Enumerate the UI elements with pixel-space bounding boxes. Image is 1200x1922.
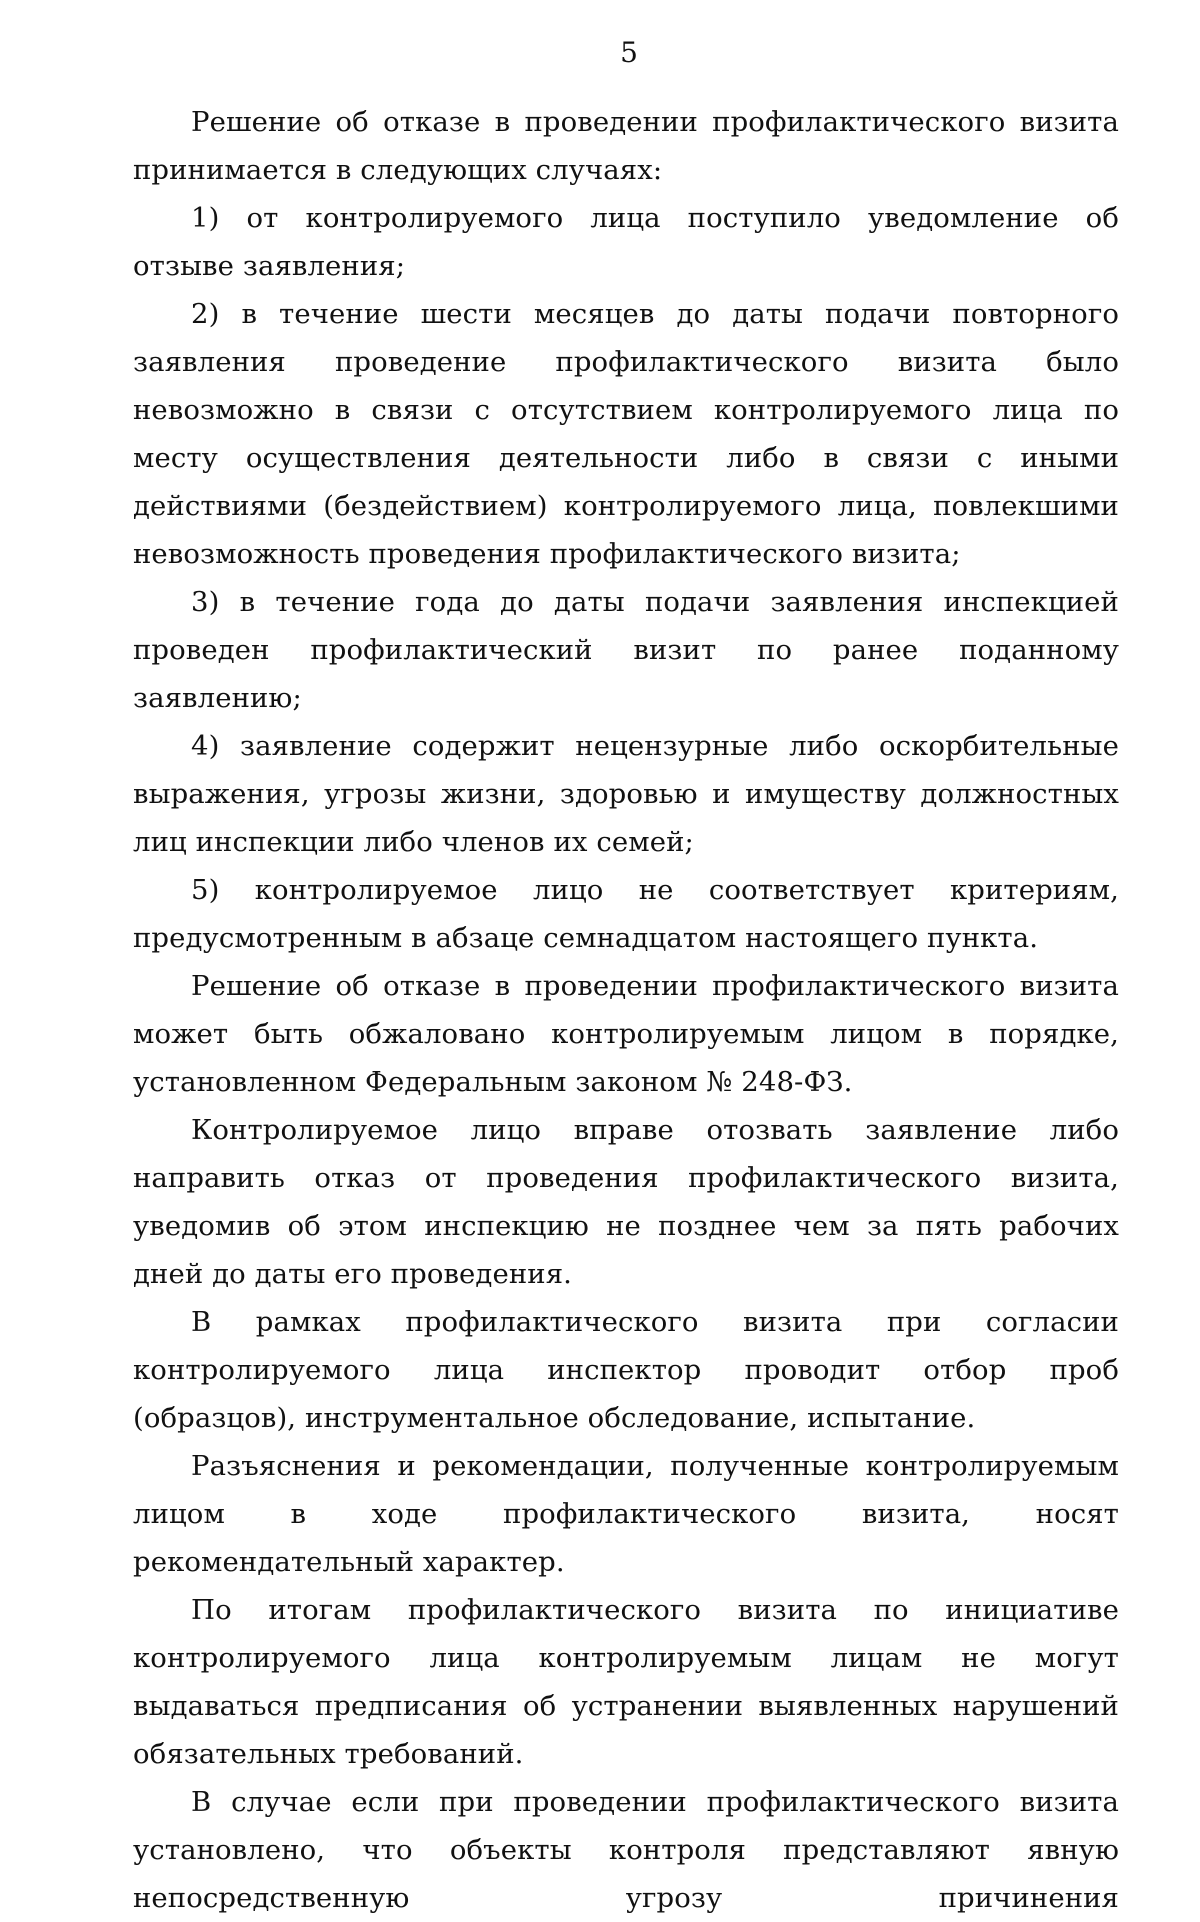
paragraph: Разъяснения и рекомендации, полученные контролируемым лицом в ходе профилактического визита, носят рекомендательный характер. bbox=[133, 1450, 1119, 1578]
list-item: 4) заявление содержит нецензурные либо оскорбительные выражения, угрозы жизни, здоровью и имуществу должностных лиц инспекции либо членов их семей; bbox=[133, 730, 1119, 858]
paragraph: По итогам профилактического визита по инициативе контролируемого лица контролируемым лицам не могут выдаваться предписания об устранении выявленных нарушений обязательных требований. bbox=[133, 1594, 1119, 1770]
list-item: 2) в течение шести месяцев до даты подачи повторного заявления проведение профилактического визита было невозможно в связи с отсутствием контролируемого лица по месту осуществления деятельности либо в связи с иными действиями (бездействием) контролируемого лица, повлекшими невозможность проведения профилактического визита; bbox=[133, 298, 1119, 570]
paragraph: В рамках профилактического визита при согласии контролируемого лица инспектор проводит отбор проб (образцов), инструментальное обследование, испытание. bbox=[133, 1306, 1119, 1434]
list-item: 3) в течение года до даты подачи заявления инспекцией проведен профилактический визит по ранее поданному заявлению; bbox=[133, 586, 1119, 714]
page-number: 5 bbox=[620, 36, 638, 69]
paragraph: Решение об отказе в проведении профилактического визита принимается в следующих случаях: bbox=[133, 106, 1119, 186]
paragraph: В случае если при проведении профилактического визита установлено, что объекты контроля представляют явную непосредственную угрозу причинения bbox=[133, 1786, 1119, 1914]
paragraph: Контролируемое лицо вправе отозвать заявление либо направить отказ от проведения профилактического визита, уведомив об этом инспекцию не позднее чем за пять рабочих дней до даты его проведения. bbox=[133, 1114, 1119, 1290]
list-item: 5) контролируемое лицо не соответствует критериям, предусмотренным в абзаце семнадцатом настоящего пункта. bbox=[133, 874, 1119, 954]
paragraph: Решение об отказе в проведении профилактического визита может быть обжаловано контролируемым лицом в порядке, установленном Федеральным законом № 248-ФЗ. bbox=[133, 970, 1119, 1098]
list-item: 1) от контролируемого лица поступило уведомление об отзыве заявления; bbox=[133, 202, 1119, 282]
document-body bbox=[133, 98, 1119, 1922]
